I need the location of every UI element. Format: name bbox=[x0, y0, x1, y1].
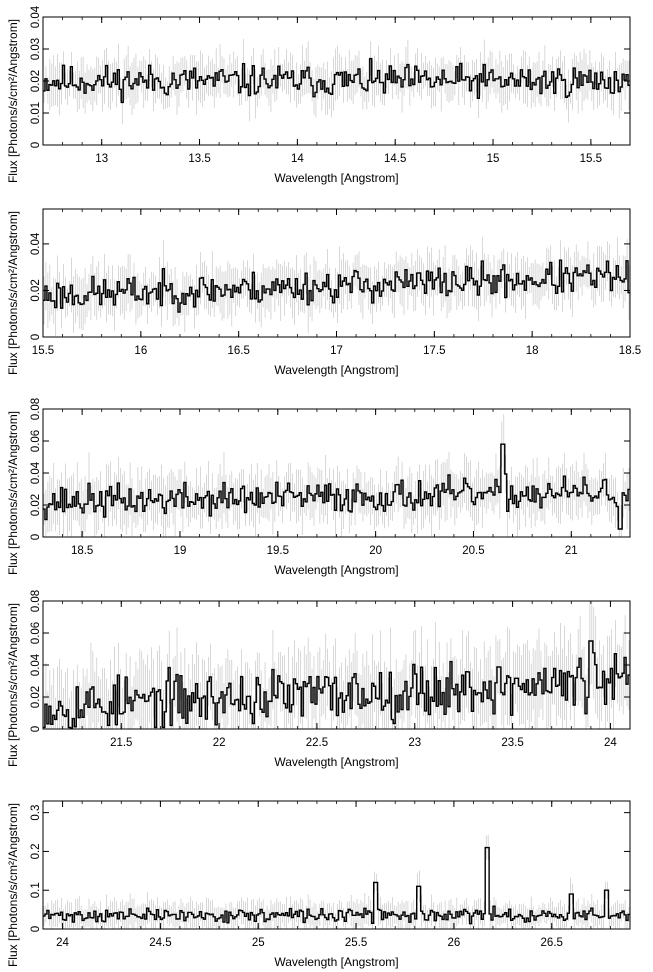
spectrum-line bbox=[43, 59, 630, 103]
x-tick-label: 13 bbox=[95, 153, 109, 165]
x-axis-title: Wavelength [Angstrom] bbox=[274, 363, 399, 377]
y-tick-label: 0.04 bbox=[30, 232, 42, 256]
x-tick-label: 18 bbox=[525, 345, 539, 357]
x-tick-label: 23.5 bbox=[501, 737, 524, 749]
y-tick-label: 0.1 bbox=[30, 882, 42, 899]
x-tick-label: 24 bbox=[56, 937, 69, 949]
y-tick-label: 0 bbox=[30, 333, 42, 341]
y-axis-title: Flux [Photons/s/cm²/Angstrom] bbox=[6, 210, 20, 376]
y-tick-label: 0.03 bbox=[30, 37, 42, 61]
x-tick-label: 21.5 bbox=[110, 737, 133, 749]
x-tick-label: 24.5 bbox=[149, 937, 172, 949]
x-tick-label: 18.5 bbox=[618, 345, 642, 357]
x-tick-label: 16.5 bbox=[227, 345, 250, 357]
y-axis-title: Flux [Photons/s/cm²/Angstrom] bbox=[6, 802, 20, 968]
y-tick-label: 0.04 bbox=[30, 5, 42, 29]
x-tick-label: 14 bbox=[290, 153, 304, 165]
plot-frame bbox=[43, 409, 630, 537]
y-tick-label: 0.08 bbox=[30, 397, 42, 421]
x-tick-label: 23 bbox=[408, 737, 422, 749]
y-axis-title: Flux [Photons/s/cm²/Angstrom] bbox=[6, 602, 20, 768]
x-tick-label: 18.5 bbox=[70, 545, 94, 557]
panel-4 bbox=[6, 590, 630, 769]
y-tick-label: 0.3 bbox=[30, 804, 42, 821]
y-axis-title: Flux [Photons/s/cm²/Angstrom] bbox=[6, 410, 20, 576]
x-tick-label: 17.5 bbox=[423, 345, 446, 357]
y-tick-label: 0.04 bbox=[30, 461, 42, 485]
x-tick-label: 21 bbox=[564, 545, 578, 557]
x-tick-label: 20 bbox=[369, 545, 383, 557]
panel-5 bbox=[6, 801, 630, 969]
y-tick-label: 0.2 bbox=[30, 843, 42, 860]
y-tick-label: 0 bbox=[30, 533, 42, 541]
y-tick-label: 0.06 bbox=[30, 621, 42, 645]
y-tick-label: 0 bbox=[30, 141, 42, 149]
x-tick-label: 16 bbox=[134, 345, 148, 357]
x-tick-label: 15 bbox=[486, 153, 500, 165]
panel-2 bbox=[6, 209, 641, 377]
y-tick-label: 0.08 bbox=[30, 589, 42, 613]
x-tick-label: 19 bbox=[173, 545, 187, 557]
y-tick-label: 0.02 bbox=[30, 279, 42, 302]
x-tick-label: 13.5 bbox=[188, 153, 211, 165]
x-tick-label: 25.5 bbox=[344, 937, 368, 949]
y-tick-label: 0.06 bbox=[30, 429, 42, 453]
x-axis-title: Wavelength [Angstrom] bbox=[274, 171, 399, 185]
x-tick-label: 25 bbox=[251, 937, 265, 949]
x-axis-title: Wavelength [Angstrom] bbox=[274, 755, 399, 769]
x-tick-label: 15.5 bbox=[31, 345, 55, 357]
x-tick-label: 22 bbox=[212, 737, 226, 749]
x-tick-label: 14.5 bbox=[384, 153, 407, 165]
plot-frame bbox=[43, 209, 630, 337]
x-tick-label: 22.5 bbox=[305, 737, 329, 749]
y-tick-label: 0.02 bbox=[30, 69, 42, 93]
y-tick-label: 0 bbox=[30, 725, 42, 733]
y-tick-label: 0.01 bbox=[30, 101, 42, 125]
y-tick-label: 0.02 bbox=[30, 493, 42, 517]
x-tick-label: 17 bbox=[330, 345, 343, 357]
x-tick-label: 24 bbox=[604, 737, 617, 749]
error-bars bbox=[44, 414, 629, 537]
y-axis-title: Flux [Photons/s/cm²/Angstrom] bbox=[6, 18, 20, 184]
y-tick-label: 0.02 bbox=[30, 685, 42, 709]
panel-1 bbox=[6, 5, 630, 185]
y-tick-label: 0 bbox=[30, 925, 42, 933]
y-tick-label: 0.04 bbox=[30, 653, 42, 677]
panel-3 bbox=[6, 398, 630, 577]
spectrum-line bbox=[43, 444, 630, 529]
spectrum-line bbox=[43, 641, 630, 728]
x-tick-label: 20.5 bbox=[462, 545, 485, 557]
x-tick-label: 15.5 bbox=[579, 153, 603, 165]
x-tick-label: 26 bbox=[447, 937, 461, 949]
x-tick-label: 26.5 bbox=[540, 937, 563, 949]
x-axis-title: Wavelength [Angstrom] bbox=[274, 563, 399, 577]
x-tick-label: 19.5 bbox=[266, 545, 289, 557]
spectrum-line bbox=[43, 260, 630, 312]
x-axis-title: Wavelength [Angstrom] bbox=[274, 955, 399, 969]
spectrum-line bbox=[43, 848, 630, 924]
